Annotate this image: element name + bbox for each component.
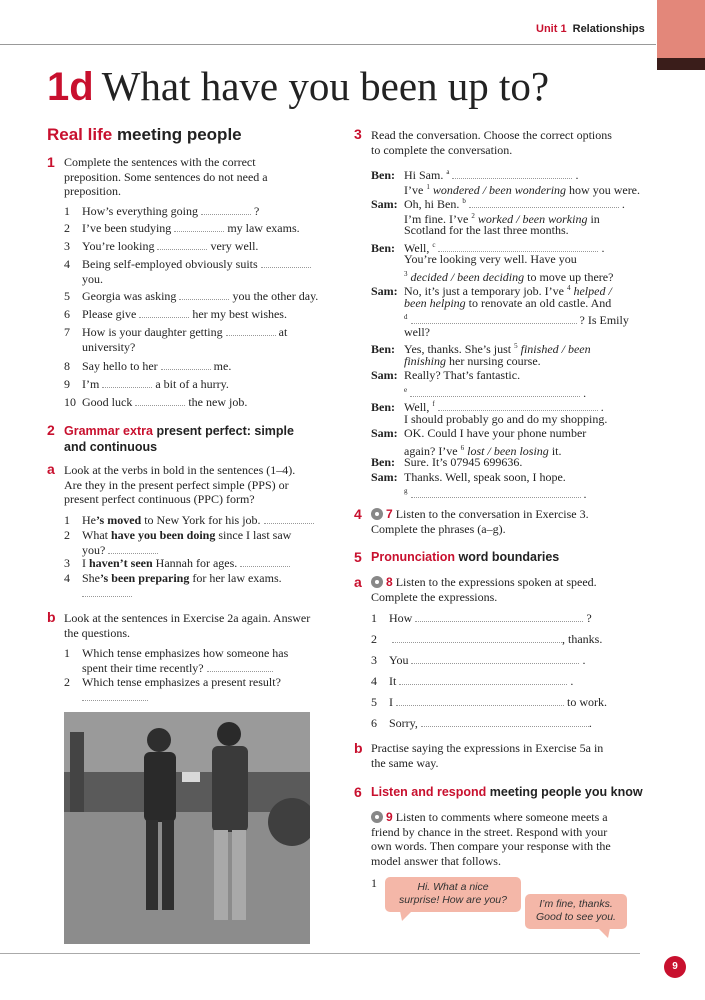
list-item [64, 204, 339, 221]
track-number: 9 [386, 810, 393, 824]
section4-instructions [371, 507, 651, 536]
item-bold-verb: ’s been preparing [100, 571, 190, 585]
item-text: It [389, 674, 397, 688]
list-item [64, 257, 339, 289]
bubble-line: I’m fine, thanks. [539, 898, 613, 910]
dialogue-text: You’re looking very well. Have you [404, 252, 577, 266]
section1-heading-red: Real life [47, 125, 113, 144]
dialogue-line [371, 412, 646, 427]
list-item [64, 395, 339, 413]
bubble-tail [598, 928, 612, 938]
answer-blank[interactable] [135, 395, 185, 406]
item-text: He [82, 513, 96, 527]
dialogue-text: . [580, 487, 587, 501]
item-number: 1 [64, 204, 70, 218]
dialogue-text: . [597, 400, 604, 414]
item-number: 5 [371, 695, 377, 709]
section2a-list [64, 513, 339, 601]
section6-heading-red: Listen and respond [371, 785, 487, 799]
bubble-line: Good to see you. [536, 911, 616, 923]
dialogue-line [371, 267, 646, 282]
section2a-instructions [64, 463, 339, 507]
dialogue-text: Oh, hi Ben. [404, 197, 463, 211]
item-number: 2 [64, 675, 70, 689]
section6-heading [371, 785, 643, 799]
dialogue-line [371, 238, 646, 253]
list-item [371, 611, 651, 632]
option-text[interactable]: decided / been deciding [407, 269, 525, 284]
dialogue-text: to renovate an old castle. And [465, 295, 612, 310]
dialogue-text: Scotland for the last three months. [404, 223, 569, 237]
item-text: What [82, 528, 108, 542]
instruction-line: present perfect continuous (PPC) form? [64, 492, 255, 506]
section6-instructions [371, 810, 651, 868]
dialogue-text: Yes, thanks. She’s just [404, 342, 515, 356]
answer-blank[interactable] [399, 674, 567, 685]
section2b-list [64, 646, 339, 704]
item-number: 5 [64, 289, 70, 303]
item-text: I’ve been studying [82, 221, 172, 235]
speaker-name: Ben: [371, 240, 395, 255]
item-number: 1 [371, 611, 377, 625]
instruction-line: Read the conversation. Choose the correct options [371, 128, 612, 142]
answer-blank[interactable] [411, 653, 579, 664]
item-text: Which tense emphasizes how someone has [82, 646, 289, 660]
answer-blank[interactable] [438, 241, 598, 252]
dialogue-text: Really? That’s fantastic. [404, 368, 521, 382]
instruction-line: Practise saying the expressions in Exercise 5a in [371, 741, 604, 755]
answer-blank[interactable] [161, 359, 211, 370]
option-text[interactable]: worked / been working [474, 211, 588, 226]
subexercise-label: b [354, 740, 363, 756]
dialogue-line [371, 281, 646, 296]
header-color-block [657, 0, 705, 58]
item-bold-verb: have you been doing [111, 528, 216, 542]
dialogue-line [371, 194, 646, 209]
item-text: spent their time recently? [82, 660, 204, 675]
section6-heading-black: meeting people you know [489, 785, 643, 799]
dialogue-text: . [618, 197, 625, 211]
list-item [371, 632, 651, 653]
dialogue-text: . [598, 240, 605, 255]
item-text: Hannah for ages. [155, 556, 238, 570]
item-text: you. [82, 271, 103, 286]
item-number: 4 [64, 571, 70, 585]
gap-letter: g [404, 487, 408, 495]
subexercise-label: a [47, 461, 55, 477]
gap-letter: e [404, 385, 408, 394]
subexercise-label: b [47, 609, 56, 625]
section5-heading-red: Pronunciation [371, 550, 456, 564]
item-text: very well. [210, 239, 259, 253]
dialogue-line [371, 455, 646, 470]
instruction-line: Listen to the expressions spoken at speed. [395, 575, 597, 589]
audio-cd-icon[interactable] [371, 508, 383, 520]
dialogue-line [371, 397, 646, 412]
dialogue-text: ? Is Emily [576, 313, 629, 327]
gap-letter: a [446, 168, 450, 176]
speaker-name: Ben: [371, 342, 395, 356]
section5-heading [371, 550, 559, 564]
item-number: 8 [64, 359, 70, 373]
item-text: ? [586, 611, 592, 625]
dialogue-line [371, 368, 646, 383]
page-number-badge [664, 956, 686, 978]
speaker-name: Sam: [371, 284, 398, 298]
item-text: university? [82, 339, 136, 354]
dialogue-text: . [572, 168, 579, 182]
gap-letter: 3 [404, 269, 408, 278]
dialogue-line [371, 383, 646, 398]
dialogue-text: her nursing course. [446, 353, 541, 368]
item-text: Good luck [82, 395, 133, 409]
item-text: at [278, 325, 288, 339]
speech-bubble-comment [385, 877, 521, 912]
answer-blank[interactable] [261, 257, 311, 268]
option-text[interactable]: been helping [404, 295, 466, 310]
item-number: 2 [64, 528, 70, 542]
dialogue-text: Well, [404, 400, 433, 414]
answer-blank[interactable] [226, 325, 276, 336]
item-number: 2 [371, 632, 377, 646]
item-text: I [389, 695, 393, 709]
item-text: Georgia was asking [82, 289, 177, 303]
footer-rule [0, 953, 640, 954]
option-text[interactable]: wondered / been wondering [429, 182, 567, 197]
section5-heading-black: word boundaries [458, 550, 560, 564]
dialogue-line [371, 165, 646, 180]
dialogue-line [371, 296, 646, 311]
list-item [371, 653, 651, 674]
list-item [64, 646, 339, 675]
item-text: to New York for his job. [144, 513, 261, 527]
answer-blank[interactable] [396, 695, 564, 706]
item-text: me. [213, 359, 232, 373]
list-item [64, 528, 339, 556]
dialogue-line [371, 339, 646, 354]
answer-blank[interactable] [108, 543, 158, 554]
subexercise-label: a [354, 574, 362, 590]
section2-heading [64, 423, 294, 455]
speaker-name: Ben: [371, 400, 395, 414]
list-item [371, 716, 651, 737]
speaker-name: Ben: [371, 455, 395, 469]
dialogue-text: Thanks. Well, speak soon, I hope. [404, 469, 566, 484]
gap-letter: 1 [426, 182, 430, 191]
item-text: . [588, 716, 592, 730]
instruction-line: the questions. [64, 625, 130, 640]
speech-bubble-response [525, 894, 627, 929]
section2-heading-black: present perfect: simple [156, 424, 294, 438]
answer-blank[interactable] [157, 239, 207, 250]
gap-letter: 6 [460, 443, 465, 452]
instruction-line: model answer that follows. [371, 853, 501, 868]
list-item [64, 307, 339, 325]
dialogue-line [371, 441, 646, 456]
option-text[interactable]: helped / [570, 284, 612, 298]
item-number: 9 [64, 377, 70, 391]
instruction-line: Look at the verbs in bold in the sentences (1–4). [64, 463, 296, 477]
dialogue-text: how you were. [566, 182, 641, 197]
conversation [371, 165, 646, 499]
item-number: 6 [371, 716, 377, 730]
list-item [64, 325, 339, 359]
section5a-instructions [371, 575, 651, 604]
item-text: How is your daughter getting [82, 325, 223, 339]
dialogue-text: again? I’ve [404, 443, 461, 458]
item-text: Sorry, [389, 716, 418, 730]
option-text[interactable]: finished / been [517, 342, 591, 356]
answer-blank[interactable] [410, 386, 580, 397]
list-item [64, 221, 339, 239]
answer-blank[interactable] [240, 556, 290, 567]
answer-blank[interactable] [82, 690, 148, 701]
item-text: I’m [82, 377, 100, 391]
list-item [64, 513, 339, 528]
instruction-line: Are they in the present perfect simple (PPS) or [64, 477, 289, 492]
unit-topic: Relationships [572, 23, 645, 35]
dialogue-text: well? [404, 324, 430, 339]
exercise-number: 5 [354, 549, 362, 565]
gap-letter: c [432, 240, 436, 249]
bubble-line: Hi. What a nice [417, 881, 489, 893]
item-text: Which tense emphasizes a present result? [82, 675, 281, 689]
answer-blank[interactable] [264, 513, 314, 524]
item-text: You’re looking [82, 239, 155, 253]
instruction-line: own words. Then compare your response with the [371, 839, 611, 853]
item-text: . [582, 653, 586, 667]
gap-letter: 2 [471, 211, 475, 220]
section5a-list [371, 611, 651, 737]
item-text: to work. [567, 695, 607, 709]
speaker-name: Sam: [371, 426, 398, 440]
item-number: 3 [64, 556, 70, 570]
audio-cd-icon[interactable] [371, 811, 383, 823]
dialogue-text: in [587, 211, 600, 226]
instruction-line: friend by chance in the street. Respond with your [371, 824, 608, 839]
dialogue-line [371, 180, 646, 195]
exercise-number: 2 [47, 422, 55, 438]
item-text: How’s everything going [82, 204, 198, 218]
instruction-line: preposition. Some sentences do not need a [64, 169, 268, 184]
item-number: 3 [64, 239, 70, 253]
item-text: a bit of a hurry. [155, 377, 229, 391]
list-item [371, 674, 651, 695]
gap-letter: 5 [514, 342, 518, 350]
section5b-instructions [371, 741, 651, 770]
section3-instructions [371, 128, 651, 157]
instruction-line: Listen to the conversation in Exercise 3. [395, 507, 589, 521]
item-text: you? [82, 542, 106, 557]
speaker-name: Sam: [371, 368, 398, 382]
item-text: . [570, 674, 574, 688]
dialogue-text: No, it’s just a temporary job. I’ve [404, 284, 567, 298]
dialogue-line [371, 252, 646, 267]
list-item [64, 289, 339, 307]
item-text: ? [254, 204, 260, 218]
item-text: She [82, 571, 100, 585]
speaker-name: Ben: [371, 168, 395, 182]
speaker-name: Sam: [371, 197, 398, 211]
answer-blank[interactable] [102, 377, 152, 388]
list-item [64, 556, 339, 571]
section2b-instructions [64, 611, 339, 640]
list-item [64, 377, 339, 395]
answer-blank[interactable] [438, 400, 598, 411]
instruction-line: Complete the expressions. [371, 589, 498, 604]
item-bold-verb: ’s moved [96, 513, 142, 527]
item-text: You [389, 653, 409, 667]
list-item [64, 239, 339, 257]
dialogue-line [371, 354, 646, 369]
item-number: 3 [371, 653, 377, 667]
answer-blank[interactable] [179, 289, 229, 300]
answer-blank[interactable] [82, 586, 132, 597]
answer-blank[interactable] [411, 487, 581, 498]
dialogue-text: it. [548, 443, 562, 458]
item-text: since I last saw [218, 528, 292, 542]
lesson-code: 1d [47, 65, 94, 109]
unit-label: Unit 1 [536, 23, 567, 35]
item-text: Please give [82, 307, 137, 321]
instruction-line: Listen to comments where someone meets a [395, 810, 608, 824]
item-text: , thanks. [562, 632, 603, 646]
answer-blank[interactable] [411, 313, 577, 324]
section2-heading-red: Grammar extra [64, 424, 153, 438]
dialogue-text: OK. Could I have your phone number [404, 426, 587, 440]
header-unit [536, 23, 645, 35]
dialogue-text: I should probably go and do my shopping. [404, 411, 608, 426]
answer-blank[interactable] [452, 168, 572, 179]
answer-blank[interactable] [392, 632, 562, 643]
gap-letter: 4 [566, 284, 571, 292]
item-number: 1 [371, 876, 377, 890]
dialogue-line [371, 426, 646, 441]
instruction-line: Look at the sentences in Exercise 2a again. Answer [64, 611, 311, 625]
dialogue-line [371, 209, 646, 224]
answer-blank[interactable] [469, 197, 619, 208]
bubble-line: surprise! How are you? [399, 894, 507, 906]
dialogue-line [371, 470, 646, 485]
instruction-line: Complete the phrases (a–g). [371, 521, 506, 536]
item-number: 4 [64, 257, 70, 271]
dialogue-line [371, 310, 646, 325]
option-text[interactable]: lost / been losing [464, 443, 549, 458]
gap-letter: f [432, 400, 435, 408]
page-title [47, 62, 549, 110]
gap-letter: d [404, 313, 408, 321]
section2-heading-black: and continuous [64, 440, 158, 454]
section1-heading-black: meeting people [116, 125, 242, 144]
item-text: Say hello to her [82, 359, 158, 373]
item-text: Being self-employed obviously suits [82, 257, 258, 271]
street-photo-illustration [64, 712, 310, 944]
item-text: you the other day. [232, 289, 319, 303]
item-number: 10 [64, 395, 76, 409]
item-number: 1 [64, 646, 70, 660]
item-text: I [82, 556, 86, 570]
item-text: How [389, 611, 413, 625]
instruction-line: Complete the sentences with the correct [64, 155, 256, 169]
page-number: 9 [672, 961, 678, 972]
street-photo [64, 712, 310, 944]
speaker-name: Sam: [371, 469, 398, 484]
exercise-number: 4 [354, 506, 362, 522]
answer-blank[interactable] [207, 661, 273, 672]
dialogue-text: Sure. It’s 07945 699636. [404, 455, 523, 469]
answer-blank[interactable] [174, 221, 224, 232]
dialogue-text: to move up there? [524, 269, 614, 284]
dialogue-text: I’m fine. I’ve [404, 211, 472, 226]
header-dark-bar [657, 58, 705, 70]
dialogue-text: Well, [404, 240, 433, 255]
list-item [371, 695, 651, 716]
dialogue-text: Hi Sam. [404, 168, 447, 182]
gap-letter: b [462, 197, 466, 205]
section1-instructions [64, 155, 334, 199]
exercise-number: 3 [354, 126, 362, 142]
header-rule [0, 44, 656, 45]
dialogue-line [371, 484, 646, 499]
list-item [64, 359, 339, 377]
lesson-title: What have you been up to? [101, 63, 550, 109]
dialogue-text: . [580, 385, 587, 400]
instruction-line: to complete the conversation. [371, 142, 513, 157]
answer-blank[interactable] [139, 307, 189, 318]
list-item [64, 571, 339, 601]
answer-blank[interactable] [201, 204, 251, 215]
item-number: 6 [64, 307, 70, 321]
bubble-tail [400, 911, 414, 921]
item-number: 7 [64, 325, 70, 339]
item-text: for her law exams. [192, 571, 282, 585]
exercise-number: 1 [47, 154, 55, 170]
instruction-line: the same way. [371, 755, 439, 770]
item-number: 4 [371, 674, 377, 688]
item-number: 1 [64, 513, 70, 527]
audio-cd-icon[interactable] [371, 576, 383, 588]
option-text[interactable]: finishing [404, 353, 447, 368]
item-text: her my best wishes. [192, 307, 287, 321]
answer-blank[interactable] [415, 611, 583, 622]
list-item [64, 675, 339, 704]
track-number: 8 [386, 575, 393, 589]
exercise-number: 6 [354, 784, 362, 800]
track-number: 7 [386, 507, 393, 521]
item-text: the new job. [188, 395, 248, 409]
answer-blank[interactable] [421, 716, 589, 727]
instruction-line: preposition. [64, 184, 121, 198]
item-number: 2 [64, 221, 70, 235]
section1-list [64, 204, 339, 413]
dialogue-line [371, 223, 646, 238]
dialogue-text: I’ve [404, 182, 427, 197]
item-text: my law exams. [227, 221, 300, 235]
section1-heading [47, 125, 242, 145]
item-bold-verb: haven’t seen [89, 556, 153, 570]
